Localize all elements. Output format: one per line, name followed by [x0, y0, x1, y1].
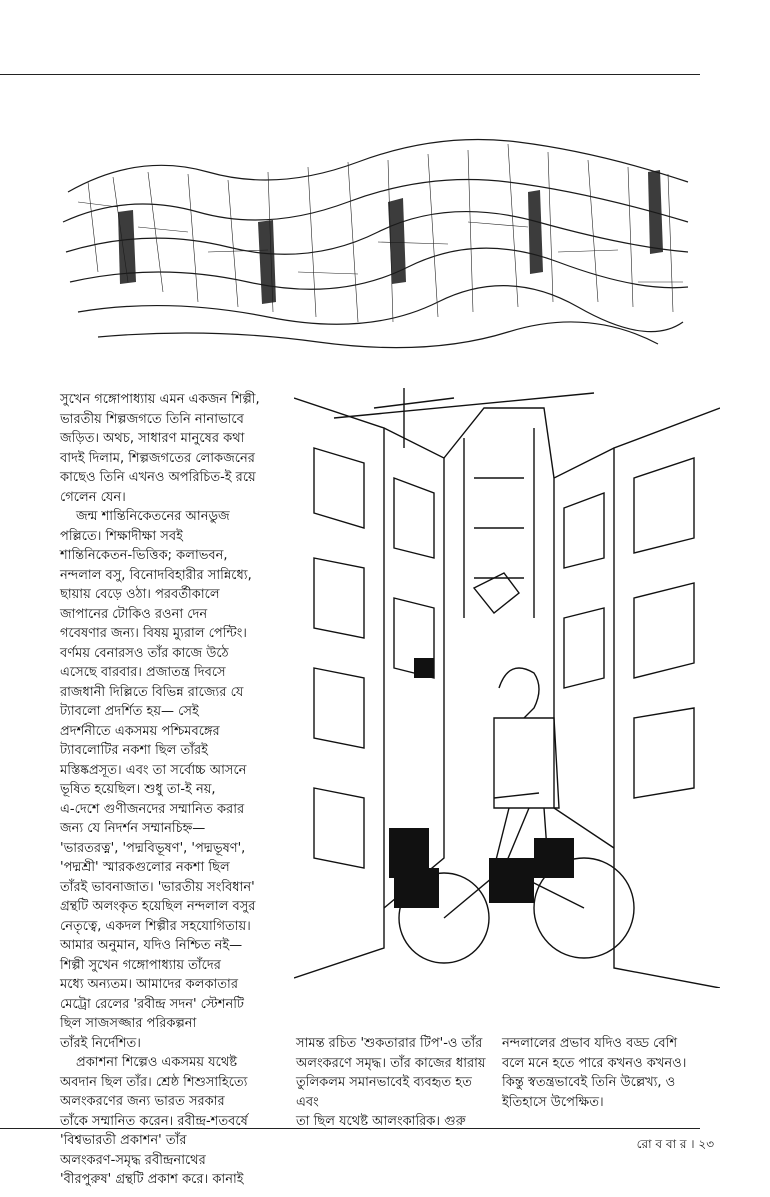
paragraph: নন্দলালের প্রভাব যদিও বড্ড বেশি বলে মনে হতে পারে কখনও কখনও। কিন্তু স্বতন্ত্রভাবেই তিনি উল্লেখ্য, ও ইতিহাসে উপেক্ষিত। — [502, 1036, 687, 1110]
paragraph: সামন্ত রচিত 'শুকতারার টিপ'-ও তাঁর অলংকরণে সমৃদ্ধ। তাঁর কাজের ধারায় তুলিকলম সমানভাবেই ব্যবহৃত হত এবং তা ছিল যথেষ্ট আলংকারিক। গুরু — [296, 1036, 486, 1129]
right-text-column — [502, 1034, 716, 1112]
bottom-rule — [0, 1128, 700, 1129]
middle-text-column — [296, 1034, 486, 1132]
cyclist-lane-illustration — [294, 388, 720, 988]
paragraph: প্রকাশনা শিল্পেও একসময় যথেষ্ট অবদান ছিল তাঁর। শ্রেষ্ঠ শিশুসাহিত্যে অলংকরণের জন্য ভারত সরকার তাঁকে সম্মানিত করেন। রবীন্দ্র-শতবর্ষে 'বিশ্বভারতী প্রকাশন' তাঁর অলংকরণ-সমৃদ্ধ রবীন্দ্রনাথের 'বীরপুরুষ' গ্রন্থটি প্রকাশ করে। কানাই — [60, 1055, 248, 1187]
landscape-illustration — [58, 132, 694, 364]
paragraph: সুখেন গঙ্গোপাধ্যায় এমন একজন শিল্পী, ভারতীয় শিল্পজগতে তিনি নানাভাবে জড়িত। অথচ, সাধারণ মানুষের কথা বাদই দিলাম, শিল্পজগতের লোকজনের কাছেও তিনি এখনও অপরিচিত-ই রয়ে গেলেন যেন। — [60, 392, 260, 505]
left-text-column — [60, 390, 278, 1190]
page-footer: রো ব বা র । ২৩ — [636, 1137, 714, 1151]
top-rule — [0, 74, 700, 75]
paragraph: জন্ম শান্তিনিকেতনের আনডুজ পল্লিতে। শিক্ষাদীক্ষা সবই শান্তিনিকেতন-ভিত্তিক; কলাভবন, নন্দলাল বসু, বিনোদবিহারীর সান্নিধ্যে, ছায়ায় বেড়ে ওঠা। পরবর্তীকালে জাপানের টোকিও রওনা দেন গবেষণার জন্য। বিষয় ম্যুরাল পেন্টিং। বর্ণময় বেনারসও তাঁর কাজে উঠে এসেছে বারবার। প্রজাতন্ত্র দিবসে রাজধানী দিল্লিতে বিভিন্ন রাজ্যের যে ট্যাবলো প্রদর্শিত হয়— সেই প্রদর্শনীতে একসময় পশ্চিমবঙ্গের ট্যাবলোটির নকশা ছিল তাঁরই মস্তিষ্কপ্রসূত। এবং তা সর্বোচ্চ আসনে ভূষিত হয়েছিল। শুধু তা-ই নয়, এ-দেশে গুণীজনদের সম্মানিত করার জন্য যে নিদর্শন সম্মানচিহ্ন— 'ভারতরত্ন', 'পদ্মবিভূষণ', 'পদ্মভূষণ', 'পদ্মশ্রী' স্মারকগুলোর নকশা ছিল তাঁরই ভাবনাজাত। 'ভারতীয় সংবিধান' গ্রন্থটি অলংকৃত হয়েছিল নন্দলাল বসুর নেতৃত্বে, একদল শিল্পীর সহযোগিতায়। আমার অনুমান, যদিও নিশ্চিত নই— শিল্পী সুখেন গঙ্গোপাধ্যায় তাঁদের মধ্যে অন্যতম। আমাদের কলকাতার মেট্রো রেলের 'রবীন্দ্র সদন' স্টেশনটি ছিল সাজসজ্জার পরিকল্পনা তাঁরই নির্দেশিত। — [60, 509, 256, 1051]
